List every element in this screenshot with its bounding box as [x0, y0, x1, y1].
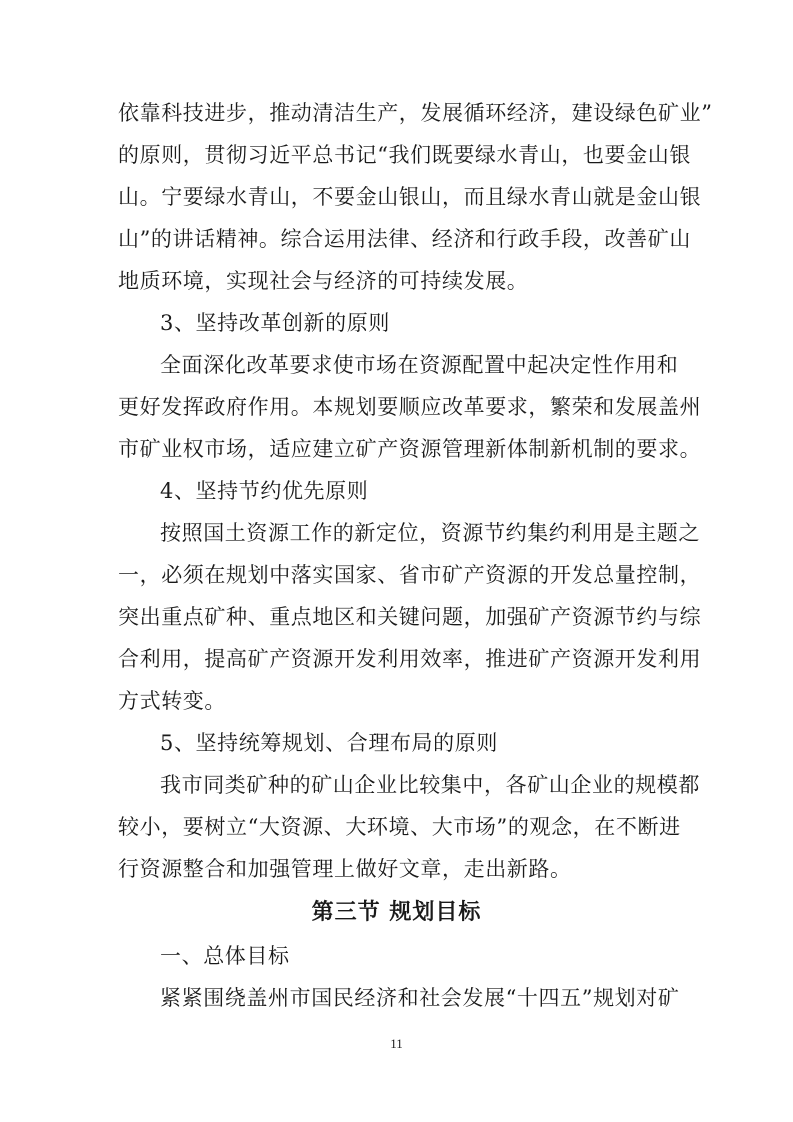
- paragraph-line: 按照国土资源工作的新定位，资源节约集约利用是主题之: [160, 521, 700, 545]
- paragraph-line: 山”的讲话精神。综合运用法律、经济和行政手段，改善矿山: [118, 227, 691, 251]
- subheading-line: 3、坚持改革创新的原则: [160, 311, 390, 335]
- page-number: 11: [390, 1036, 403, 1051]
- paragraph-line: 紧紧围绕盖州市国民经济和社会发展“十四五”规划对矿: [160, 986, 680, 1010]
- paragraph-line: 依靠科技进步，推动清洁生产，发展循环经济，建设绿色矿业”: [118, 101, 713, 125]
- paragraph-line: 市矿业权市场，适应建立矿产资源管理新体制新机制的要求。: [118, 437, 702, 461]
- paragraph-line: 我市同类矿种的矿山企业比较集中，各矿山企业的规模都: [160, 773, 700, 797]
- paragraph-line: 方式转变。: [118, 689, 226, 713]
- subheading-line: 一、总体目标: [160, 944, 290, 968]
- paragraph-line: 行资源整合和加强管理上做好文章，走出新路。: [118, 857, 572, 881]
- paragraph-line: 全面深化改革要求使市场在资源配置中起决定性作用和: [160, 353, 679, 377]
- paragraph-line: 山。宁要绿水青山，不要金山银山，而且绿水青山就是金山银: [118, 185, 702, 209]
- paragraph-line: 突出重点矿种、重点地区和关键问题，加强矿产资源节约与综: [118, 605, 702, 629]
- paragraph-line: 一，必须在规划中落实国家、省市矿产资源的开发总量控制，: [118, 563, 702, 587]
- section-heading: 第三节 规划目标: [311, 900, 482, 925]
- subheading-line: 5、坚持统筹规划、合理布局的原则: [160, 731, 498, 755]
- paragraph-line: 的原则，贯彻习近平总书记“我们既要绿水青山，也要金山银: [118, 143, 691, 167]
- paragraph-line: 合利用，提高矿产资源开发利用效率，推进矿产资源开发利用: [118, 647, 702, 671]
- subheading-line: 4、坚持节约优先原则: [160, 479, 369, 503]
- paragraph-line: 较小，要树立“大资源、大环境、大市场”的观念，在不断进: [118, 815, 681, 839]
- paragraph-line: 地质环境，实现社会与经济的可持续发展。: [118, 269, 529, 293]
- paragraph-line: 更好发挥政府作用。本规划要顺应改革要求，繁荣和发展盖州: [118, 395, 702, 419]
